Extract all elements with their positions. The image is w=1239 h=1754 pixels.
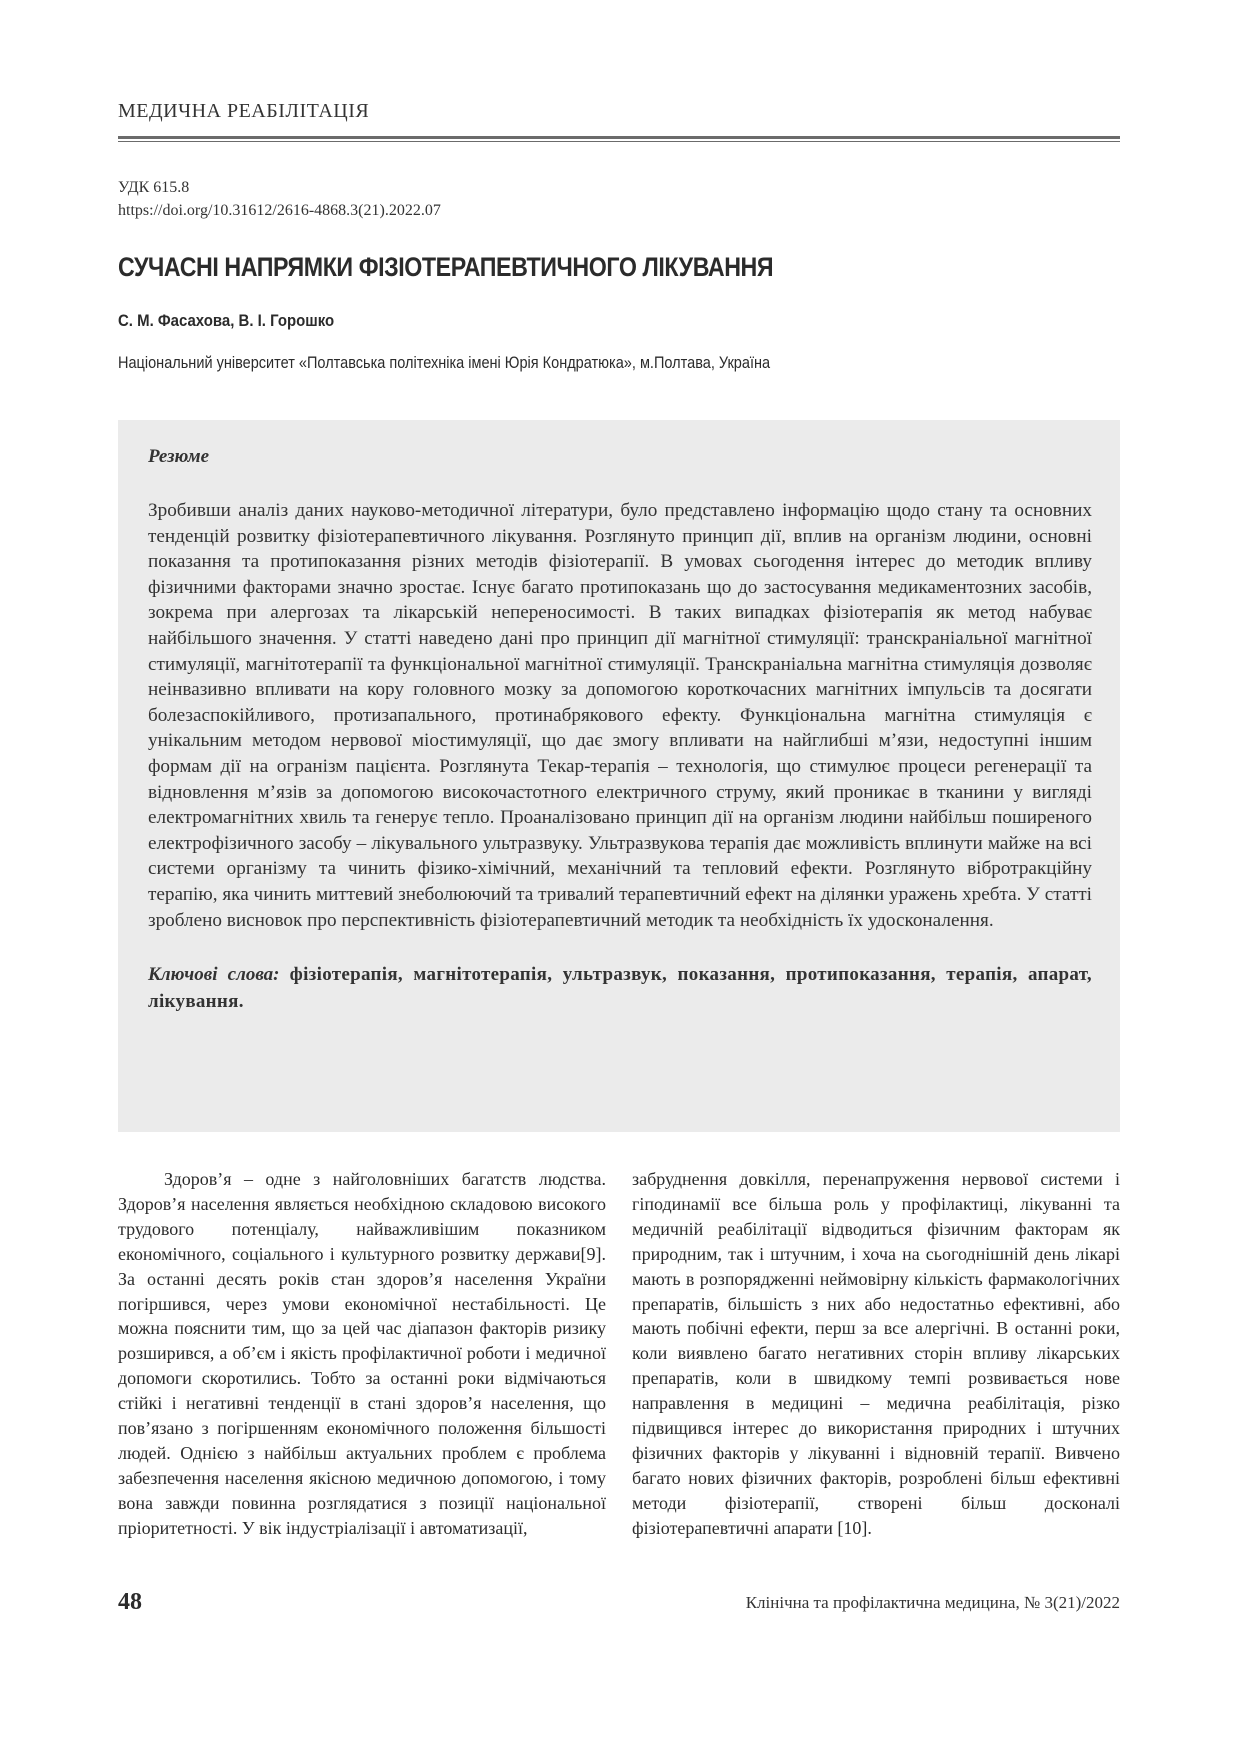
article-meta xyxy=(118,176,441,222)
abstract-text: Зробивши аналіз даних науково-методичної літератури, було представлено інформацію щодо стану та основних тенденцій розвитку фізіотерапевтичного лікування. Розглянуто принцип дії, вплив на організм людини, основні показання та протипоказання різних методів фізіотерапії. В умовах сьогодення інтерес до методик впливу фізичними факторами значно зростає. Існує багато протипоказань що до застосування медикаментозних засобів, зокрема при алергозах та лікарській непереносимості. В таких випадках фізіотерапія як метод набуває найбільшого значення. У статті наведено дані про принцип дії магнітної стимуляції: транскраніальної магнітної стимуляції, магнітотерапії та функціональної магнітної стимуляції. Транскраніальна магнітна стимуляція дозволяє неінвазивно впливати на кору головного мозку за допомогою короткочасних магнітних імпульсів та досягати болезаспокійливого, протизапального, протинабрякового ефекту. Функціональна магнітна стимуляція є унікальним методом нервової міостимуляції, що дає змогу впливати на найглибші м’язи, недоступні іншим формам дії на огранізм пацієнта. Розглянута Текар-терапія – технологія, що стимулює процеси регенерації та відновлення м’язів за допомогою високочастотного електричного струму, який проникає в тканини у вигляді електромагнітних хвиль та генерує тепло. Проаналізовано принцип дії на організм людини найбільш поширеного електрофізичного засобу – лікувального ультразвуку. Ультразвукова терапія дає можливість вплинути майже на всі системи організму та чинить фізико-хімічний, механічний та тепловий ефекти. Розглянуто вібротракційну терапію, яка чинить миттевий знеболюючий та тривалий терапевтичний ефект на ділянки уражень хребта. У статті зроблено висновок про перспективність фізіотерапевтичний методик та необхідність їх удосконалення. xyxy=(148,500,1092,931)
doi-link[interactable]: https://doi.org/10.31612/2616-4868.3(21).2022.07 xyxy=(118,202,441,219)
keywords xyxy=(148,961,1092,1015)
body-paragraph: Здоров’я – одне з найголовніших багатств людства. Здоров’я населення являється необхідною складовою високого трудового потенціалу, найважливішим показником економічного, соціального і культурного розвитку держави[9]. За останні десять років стан здоров’я населення України погіршився, через умови економічної нестабільності. Це можна пояснити тим, що за цей час діапазон факторів ризику розширився, а об’єм і якість профілактичної роботи і медичної допомоги скоротились. Тобто за останні роки відмічаються стійкі і негативні тенденції в стані здоров’я населення, що пов’язано з погіршенням економічного положення більшості людей. Однією з найбільш актуальних проблем є проблема забезпечення населення якісною медичною допомогою, і тому вона завжди повинна розглядатися з позиції національної пріоритетності. У вік індустріалізації і автоматизації, xyxy=(118,1169,606,1538)
article-authors: С. М. Фасахова, В. І. Горошко xyxy=(118,311,335,330)
header-rule-thin xyxy=(118,141,1120,142)
body-column-right xyxy=(632,1167,1120,1541)
udc-code: УДК 615.8 xyxy=(118,179,190,196)
page-number: 48 xyxy=(118,1589,142,1615)
abstract-box xyxy=(118,420,1120,1132)
header-rule-thick xyxy=(118,136,1120,139)
keywords-label: Ключові слова: xyxy=(148,964,280,986)
author-affiliation: Національний університет «Полтавська політехніка імені Юрія Кондратюка», м.Полтава, Україна xyxy=(118,354,771,372)
journal-footer: Клінічна та профілактична медицина, № 3(21)/2022 xyxy=(745,1593,1120,1612)
body-paragraph: забруднення довкілля, перенапруження нервової системи і гіподинамії все більша роль у профілактиці, лікуванні та медичній реабілітації відводиться фізичним факторам як природним, так і штучним, і хоча на сьогоднішній день лікарі мають в розпорядженні неймовірну кількість фармакологічних препаратів, більшість з них або недостатньо ефективні, або мають побічні ефекти, перш за все алергічні. В останні роки, коли виявлено багато негативних сторін впливу лікарських препаратів, коли в швидкому темпі розвивається нове направлення в медицині – медична реабілітація, різко підвищився інтерес до використання природних і штучних фізичних факторів у лікуванні і відновній терапії. Вивчено багато нових фізичних факторів, розроблені більш ефективні методи фізіотерапії, створені більш досконалі фізіотерапевтичні апарати [10]. xyxy=(632,1169,1120,1538)
article-title: СУЧАСНІ НАПРЯМКИ ФІЗІОТЕРАПЕВТИЧНОГО ЛІКУВАННЯ xyxy=(118,252,774,282)
keywords-list: фізіотерапія, магнітотерапія, ультразвук, показання, протипоказання, терапія, апарат, лікування. xyxy=(148,964,1092,1013)
abstract-heading: Резюме xyxy=(148,446,210,467)
section-running-head: МЕДИЧНА РЕАБІЛІТАЦІЯ xyxy=(118,100,370,122)
body-column-left xyxy=(118,1167,606,1541)
